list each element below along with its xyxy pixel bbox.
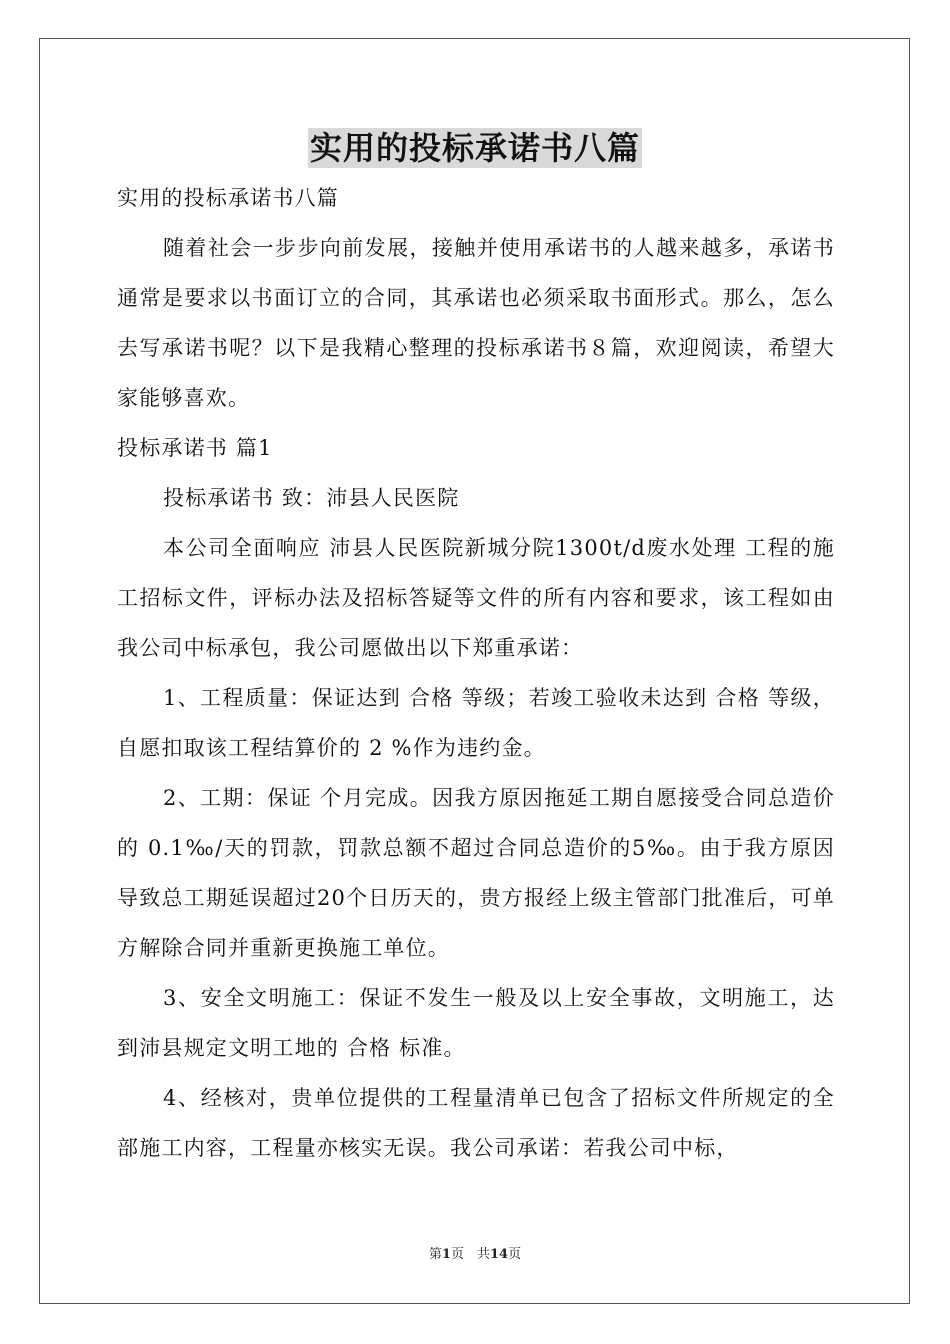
footer-prefix: 第 — [428, 1247, 442, 1262]
paragraph-addressee: 投标承诺书 致：沛县人民医院 — [163, 486, 460, 510]
section-heading: 投标承诺书 篇1 — [117, 436, 273, 460]
paragraph-item-4: 4、经核对，贵单位提供的工程量清单已包含了招标文件所规定的全部施工内容，工程量亦核实无误。我公司承诺：若我公司中标， — [117, 1086, 835, 1160]
footer-page-number: 1 — [441, 1247, 451, 1262]
page-footer — [0, 1243, 950, 1262]
footer-suffix: 页 — [508, 1247, 522, 1262]
paragraph-commitment: 本公司全面响应 沛县人民医院新城分院1300t/d废水处理 工程的施工招标文件，评标办法及招标答疑等文件的所有内容和要求，该工程如由我公司中标承包，我公司愿做出以下郑重承诺： — [117, 536, 835, 660]
paragraph-intro: 随着社会一步步向前发展，接触并使用承诺书的人越来越多，承诺书通常是要求以书面订立的合同，其承诺也必须采取书面形式。那么，怎么去写承诺书呢？以下是我精心整理的投标承诺书８篇，欢迎阅读，希望大家能够喜欢。 — [117, 236, 835, 410]
paragraph-item-1: 1、工程质量：保证达到 合格 等级；若竣工验收未达到 合格 等级，自愿扣取该工程结算价的 2 %作为违约金。 — [117, 686, 835, 760]
footer-total-pages: 14 — [489, 1247, 509, 1262]
paragraph-subtitle: 实用的投标承诺书八篇 — [117, 186, 339, 210]
title-container — [0, 128, 950, 168]
document-title: 实用的投标承诺书八篇 — [309, 129, 640, 167]
footer-mid: 页 共 — [450, 1247, 490, 1262]
document-body — [117, 173, 835, 1173]
paragraph-item-3: 3、安全文明施工：保证不发生一般及以上安全事故，文明施工，达到沛县规定文明工地的 合格 标准。 — [117, 986, 835, 1060]
paragraph-item-2: 2、工期：保证 个月完成。因我方原因拖延工期自愿接受合同总造价的 0.1‰/天的罚款，罚款总额不超过合同总造价的5‰。由于我方原因导致总工期延误超过20个日历天的，贵方报经上级主管部门批准后，可单方解除合同并重新更换施工单位。 — [117, 786, 835, 960]
